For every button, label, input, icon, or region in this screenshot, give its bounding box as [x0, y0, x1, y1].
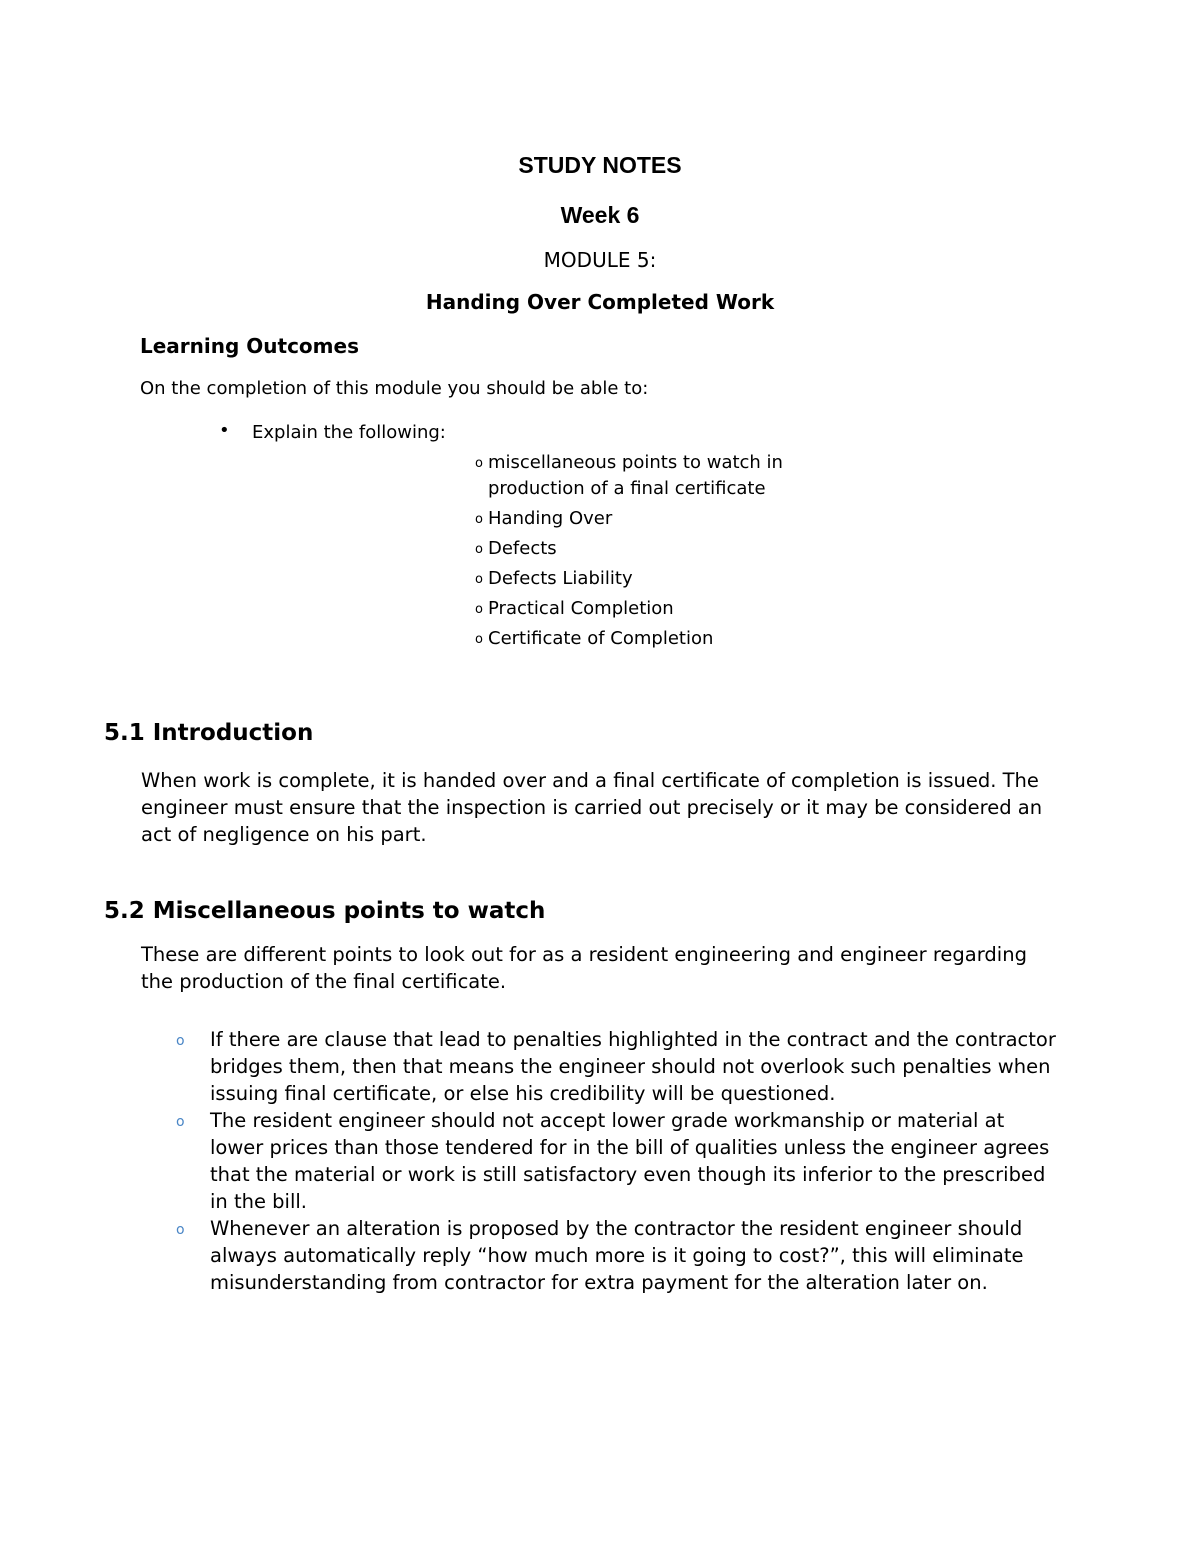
- circle-bullet-icon: o: [176, 1222, 185, 1238]
- circle-bullet-icon: o: [176, 1033, 185, 1049]
- learning-outcomes-intro: On the completion of this module you should be able to:: [140, 378, 649, 399]
- section-5-1-heading: 5.1 Introduction: [104, 720, 314, 746]
- list-item-text: Defects Liability: [488, 568, 633, 589]
- list-item: [475, 450, 828, 502]
- list-item-text: Certificate of Completion: [488, 628, 714, 649]
- list-item: [176, 1026, 1056, 1107]
- list-item: [176, 1107, 1056, 1215]
- circle-bullet-icon: o: [475, 572, 483, 587]
- section-5-2-heading: 5.2 Miscellaneous points to watch: [104, 898, 546, 924]
- list-item-text: The resident engineer should not accept lower grade workmanship or material at lower prices than those tendered for in the bill of qualities unless the engineer agrees that the material or work is still satisfactory even though its inferior to the prescribed in the bill.: [210, 1109, 1050, 1213]
- section-5-2-points: [176, 1026, 1056, 1296]
- circle-bullet-icon: o: [176, 1114, 185, 1130]
- list-item-text: Handing Over: [488, 508, 613, 529]
- circle-bullet-icon: o: [475, 512, 483, 527]
- module-title: Handing Over Completed Work: [425, 290, 775, 314]
- circle-bullet-icon: o: [475, 602, 483, 617]
- explain-bullet-text: Explain the following:: [252, 422, 446, 443]
- list-item: [475, 626, 895, 652]
- section-5-2-body: These are different points to look out for as a resident engineering and engineer regarding the production of the final certificate.: [141, 943, 1027, 993]
- week-title: Week 6: [560, 202, 640, 228]
- list-item-text: Practical Completion: [488, 598, 674, 619]
- bullet-icon: •: [219, 420, 230, 441]
- list-item-text: If there are clause that lead to penalties highlighted in the contract and the contractor bridges them, then that means the engineer should not overlook such penalties when issuing final certificate, or else his credibility will be questioned.: [210, 1028, 1056, 1105]
- section-5-1-body: When work is complete, it is handed over and a final certificate of completion is issued. The engineer must ensure that the inspection is carried out precisely or it may be considered an act of negligence on his part.: [141, 769, 1043, 846]
- list-item-text: Defects: [488, 538, 557, 559]
- list-item: [475, 536, 895, 562]
- list-item: [475, 566, 895, 592]
- list-item-text: miscellaneous points to watch in production of a final certificate: [488, 452, 783, 499]
- list-item: [176, 1215, 1056, 1296]
- circle-bullet-icon: o: [475, 632, 483, 647]
- circle-bullet-icon: o: [475, 542, 483, 557]
- study-notes-title: STUDY NOTES: [518, 152, 682, 178]
- circle-bullet-icon: o: [475, 456, 483, 471]
- module-number: MODULE 5:: [543, 248, 657, 272]
- list-item-text: Whenever an alteration is proposed by the contractor the resident engineer should always automatically reply “how much more is it going to cost?”, this will eliminate misunderstanding from contractor for extra payment for the alteration later on.: [210, 1217, 1024, 1294]
- list-item: [475, 596, 895, 622]
- list-item: [475, 506, 895, 532]
- learning-outcomes-sublist: [475, 450, 895, 652]
- learning-outcomes-heading: Learning Outcomes: [140, 334, 359, 358]
